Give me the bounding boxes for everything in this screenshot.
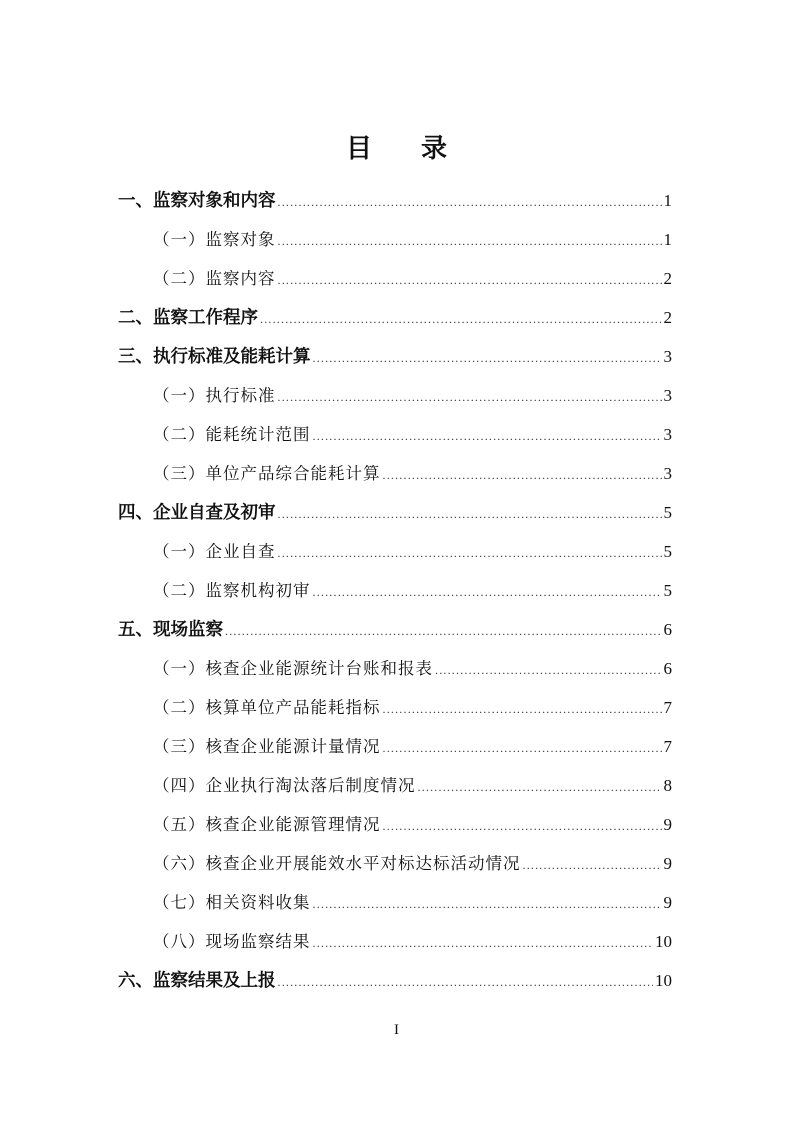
toc-entry-number: （二） — [153, 698, 206, 717]
toc-entry-page: 7 — [663, 698, 672, 717]
toc-entry-label: 执行标准 — [205, 386, 276, 405]
toc-entry-number: （五） — [153, 815, 206, 834]
dot-leader — [278, 265, 662, 295]
dot-leader — [225, 616, 662, 646]
dot-leader — [523, 850, 662, 880]
toc-entry-page: 6 — [663, 620, 672, 639]
toc-entry-5-1[interactable] — [153, 654, 672, 684]
dot-leader — [313, 421, 662, 451]
toc-entry-label: 执行标准及能耗计算 — [153, 347, 311, 367]
toc-entry-5-8[interactable] — [153, 927, 672, 957]
toc-entry-number: （四） — [153, 776, 206, 795]
toc-entry-2[interactable] — [118, 303, 672, 333]
toc-entry-4-2[interactable] — [153, 576, 672, 606]
dot-leader — [435, 655, 662, 685]
toc-entry-3-1[interactable] — [153, 381, 672, 411]
toc-entry-label: 核查企业能源计量情况 — [205, 737, 381, 756]
toc-entry-page: 10 — [655, 932, 672, 951]
toc-entry-page: 9 — [663, 815, 672, 834]
page-number: I — [394, 1022, 399, 1038]
toc-entry-4-1[interactable] — [153, 537, 672, 567]
dot-leader — [278, 226, 662, 256]
toc-entry-number: （六） — [153, 854, 206, 873]
toc-entry-page: 9 — [663, 893, 672, 912]
dot-leader — [260, 304, 662, 334]
page-title: 目 录 — [345, 134, 468, 164]
toc-entry-5-4[interactable] — [153, 771, 672, 801]
toc-entry-page: 1 — [663, 191, 672, 210]
toc-entry-5-7[interactable] — [153, 888, 672, 918]
toc-entry-label: 企业执行淘汰落后制度情况 — [205, 776, 416, 795]
toc-entry-number: 三、 — [118, 347, 153, 367]
toc-entry-number: 一、 — [118, 191, 153, 211]
toc-entry-label: 监察结果及上报 — [153, 971, 276, 991]
toc-entry-page: 3 — [663, 464, 672, 483]
toc-entry-label: 单位产品综合能耗计算 — [205, 464, 381, 483]
toc-entry-label: 监察内容 — [205, 269, 276, 288]
toc-entry-number: （三） — [153, 737, 206, 756]
toc-entry-page: 7 — [663, 737, 672, 756]
toc-entry-label: 相关资料收集 — [205, 893, 311, 912]
toc-entry-page: 6 — [663, 659, 672, 678]
toc-entry-label: 企业自查及初审 — [153, 503, 276, 523]
toc-entry-5-3[interactable] — [153, 732, 672, 762]
toc-entry-3-2[interactable] — [153, 420, 672, 450]
dot-leader — [278, 382, 662, 412]
dot-leader — [383, 694, 662, 724]
dot-leader — [313, 343, 662, 373]
dot-leader — [313, 577, 662, 607]
toc-entry-1-2[interactable] — [153, 264, 672, 294]
dot-leader — [278, 967, 654, 997]
toc-entry-label: 现场监察结果 — [205, 932, 311, 951]
toc-entry-number: （三） — [153, 464, 206, 483]
toc-entry-page: 9 — [663, 854, 672, 873]
toc-entry-number: （一） — [153, 542, 206, 561]
toc-entry-page: 5 — [663, 503, 672, 522]
toc-entry-label: 监察工作程序 — [153, 308, 258, 328]
dot-leader — [278, 538, 662, 568]
toc-entry-page: 5 — [663, 542, 672, 561]
toc-entry-number: （二） — [153, 581, 206, 600]
toc-entry-3[interactable] — [118, 342, 672, 372]
toc-entry-label: 核查企业开展能效水平对标达标活动情况 — [205, 854, 521, 873]
toc-entry-page: 1 — [663, 230, 672, 249]
toc-entry-page: 3 — [663, 425, 672, 444]
toc-entry-label: 监察对象 — [205, 230, 276, 249]
toc-entry-page: 2 — [663, 308, 672, 327]
toc-entry-number: 二、 — [118, 308, 153, 328]
dot-leader — [278, 187, 662, 217]
toc-entry-number: 四、 — [118, 503, 153, 523]
toc-entry-label: 监察对象和内容 — [153, 191, 276, 211]
dot-leader — [313, 928, 654, 958]
toc-entry-4[interactable] — [118, 498, 672, 528]
toc-entry-page: 8 — [663, 776, 672, 795]
toc-entry-label: 现场监察 — [153, 620, 223, 640]
toc-entry-page: 2 — [663, 269, 672, 288]
toc-entry-label: 核查企业能源统计台账和报表 — [205, 659, 433, 678]
dot-leader — [418, 772, 662, 802]
toc-entry-1[interactable] — [118, 186, 672, 216]
toc-entry-page: 5 — [663, 581, 672, 600]
toc-entry-number: （一） — [153, 659, 206, 678]
toc-entry-label: 企业自查 — [205, 542, 276, 561]
toc-entry-number: （二） — [153, 425, 206, 444]
toc-entry-5[interactable] — [118, 615, 672, 645]
toc-entry-number: （八） — [153, 932, 206, 951]
toc-entry-6[interactable] — [118, 966, 672, 996]
toc-entry-page: 10 — [655, 971, 672, 990]
toc-entry-number: （七） — [153, 893, 206, 912]
toc-entry-page: 3 — [663, 347, 672, 366]
dot-leader — [383, 733, 662, 763]
toc-entry-number: （一） — [153, 230, 206, 249]
toc-entry-number: 五、 — [118, 620, 153, 640]
toc-entry-label: 监察机构初审 — [205, 581, 311, 600]
toc-entry-number: （一） — [153, 386, 206, 405]
toc-entry-5-2[interactable] — [153, 693, 672, 723]
toc-entry-label: 能耗统计范围 — [205, 425, 311, 444]
toc-entry-5-5[interactable] — [153, 810, 672, 840]
toc-entry-1-1[interactable] — [153, 225, 672, 255]
toc-entry-3-3[interactable] — [153, 459, 672, 489]
dot-leader — [313, 889, 662, 919]
toc-entry-page: 3 — [663, 386, 672, 405]
dot-leader — [278, 499, 662, 529]
toc-entry-label: 核查企业能源管理情况 — [205, 815, 381, 834]
toc-entry-label: 核算单位产品能耗指标 — [205, 698, 381, 717]
dot-leader — [383, 460, 662, 490]
toc-entry-number: （二） — [153, 269, 206, 288]
dot-leader — [383, 811, 662, 841]
toc-entry-5-6[interactable] — [153, 849, 672, 879]
toc-entry-number: 六、 — [118, 971, 153, 991]
